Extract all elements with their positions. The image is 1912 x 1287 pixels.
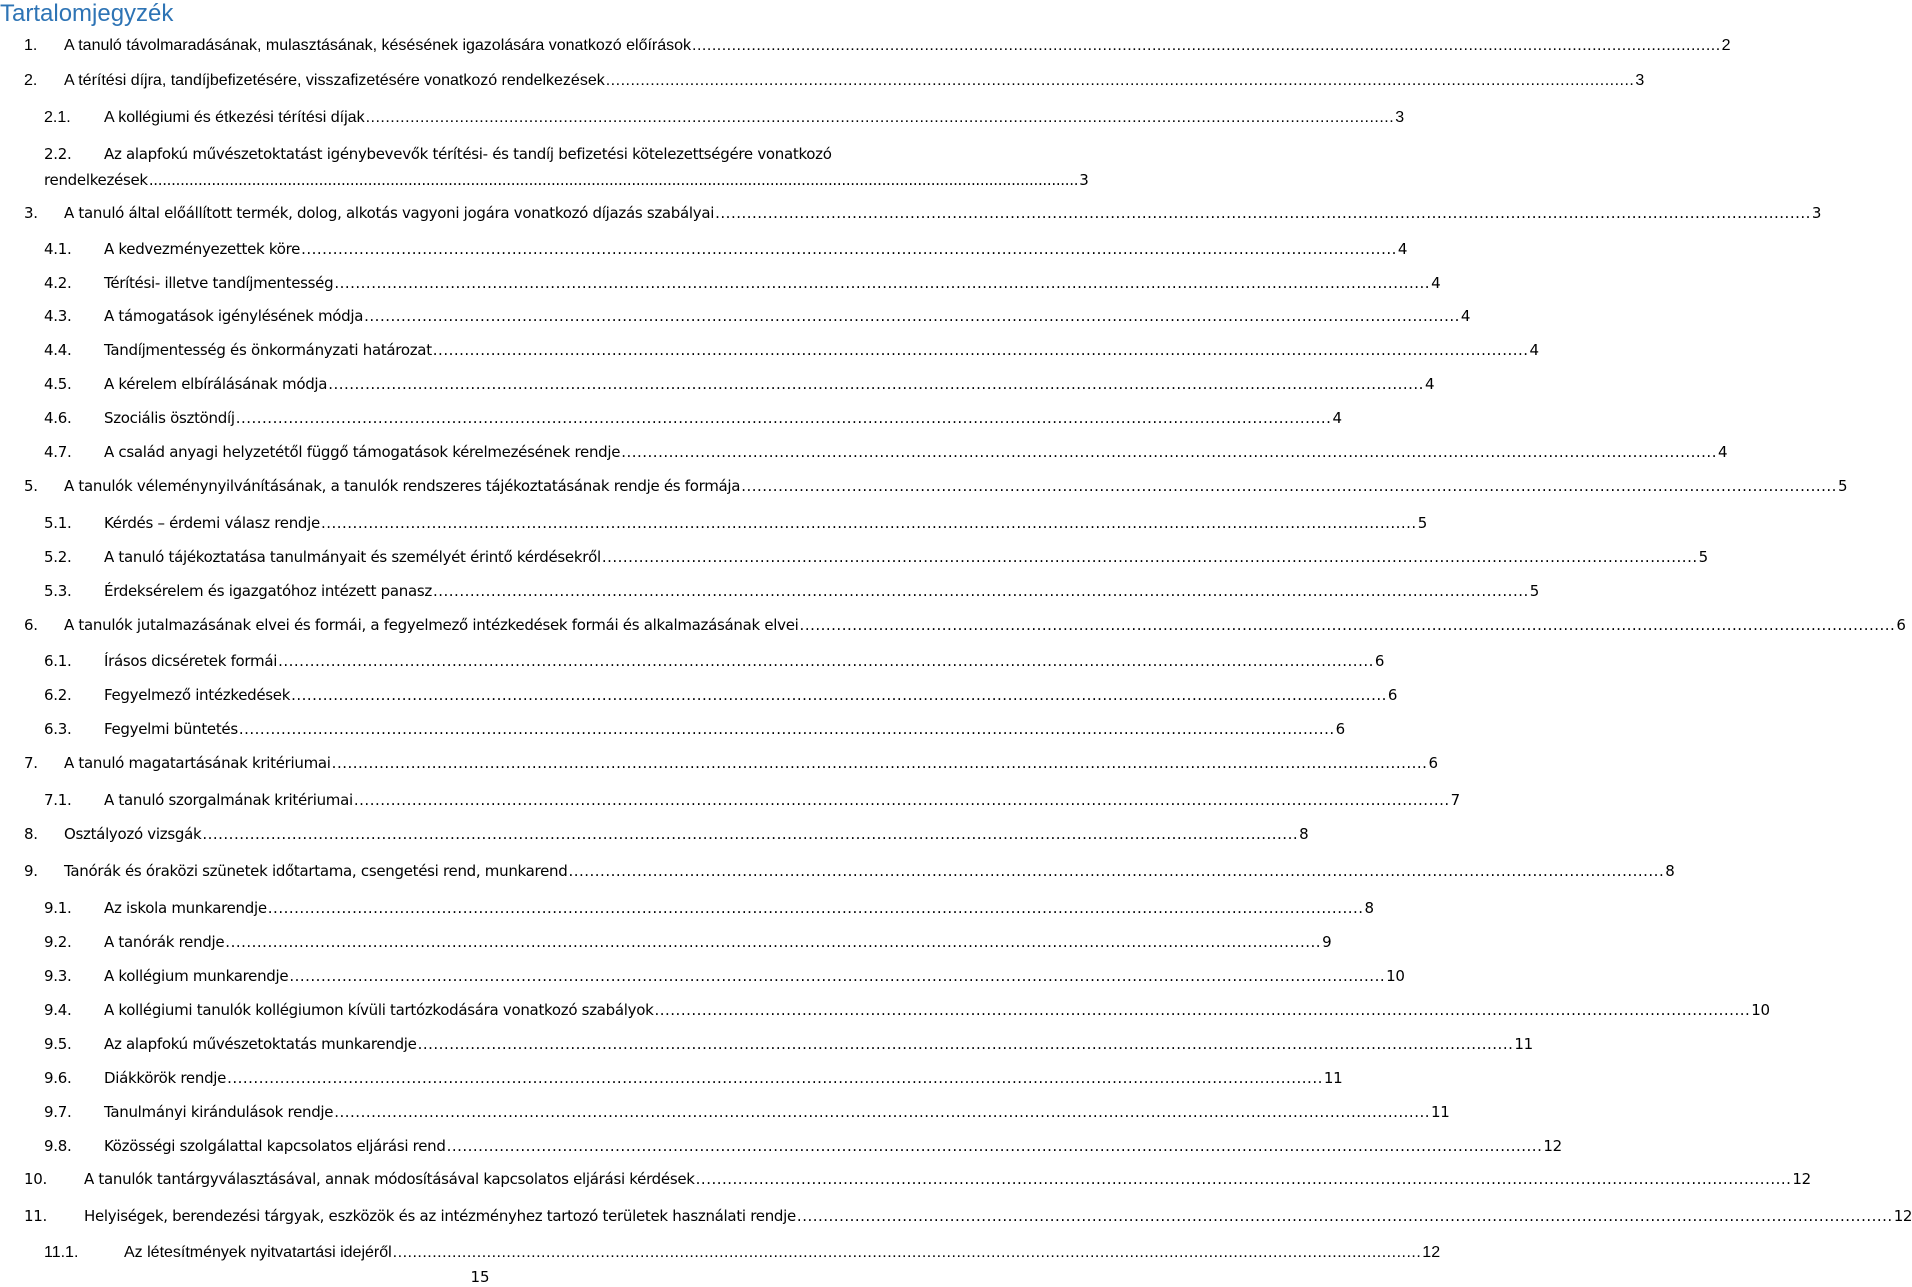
toc-entry-number: 4.6. [44,409,72,427]
toc-entry-page: 5 [1698,548,1708,566]
toc-entry-title: A tanuló tájékoztatása tanulmányait és személyét érintő kérdésekről [104,548,601,566]
toc-entry-page: 6 [1428,754,1438,772]
toc-entry-page: 10 [1751,1001,1770,1019]
toc-entry-page: 4 [1717,443,1728,461]
toc-entry-page: 4 [1397,240,1408,258]
toc-entry[interactable] [44,273,1441,293]
toc-entry-number: 7.1. [44,791,72,809]
toc-entry-number: 4.3. [44,307,72,325]
toc-entry[interactable] [44,898,1374,918]
toc-entry-title: Osztályozó vizsgák [64,825,202,843]
toc-entry-title: A tanulók véleménynyilvánításának, a tanulók rendszeres tájékoztatásának rendje és formája [64,477,741,495]
toc-entry-number: 9.5. [44,1035,72,1053]
toc-entry-title: Érdeksérelem és igazgatóhoz intézett panasz [104,582,432,600]
toc-entry-number: 9. [24,862,38,880]
toc-dot-leader: ................................................................................................................................................................................................................ [267,899,1364,917]
toc-entry-title: A kollégiumi tanulók kollégiumon kívüli tartózkodására vonatkozó szabályok [104,1001,654,1019]
toc-entry-page: 3 [1395,109,1405,126]
toc-entry-title-cont: rendelkezések [44,171,148,189]
toc-entry[interactable] [44,719,1345,739]
toc-entry-page: 6 [1374,652,1385,670]
toc-entry-page: 8 [1665,862,1675,880]
toc-dot-leader: ................................................................................................................................................................................................................ [605,72,1635,89]
toc-entry-page: 12 [1543,1137,1562,1155]
toc-entry-page: 8 [1299,825,1309,843]
toc-entry-continuation[interactable] [44,170,1089,190]
toc-entry-title: Tandíjmentesség és önkormányzati határozat [104,341,432,359]
toc-entry-page: 10 [1386,967,1405,985]
toc-entry-page: 5 [1529,582,1539,600]
toc-entry-number: 9.8. [44,1137,72,1155]
toc-dot-leader: ................................................................................................................................................................................................................ [301,240,1397,258]
toc-entry-number: 2. [24,72,38,89]
toc-entry[interactable] [44,1243,1441,1263]
toc-entry-number: 5.2. [44,548,72,566]
toc-entry[interactable] [44,790,1460,810]
toc-entry[interactable] [24,1169,1811,1189]
toc-entry-title: Diákkörök rendje [104,1069,227,1087]
toc-dot-leader: ................................................................................................................................................................................................................ [225,933,1322,951]
toc-dot-leader: ................................................................................................................................................................................................................ [289,967,1386,985]
toc-entry-page: 6 [1335,720,1345,738]
toc-entry-page: 3 [1079,171,1089,189]
toc-entry[interactable] [44,1068,1343,1088]
toc-entry[interactable] [44,547,1708,567]
toc-dot-leader: ................................................................................................................................................................................................................ [741,477,1837,495]
toc-entry[interactable] [44,144,924,164]
toc-entry-page: 12 [1792,1170,1811,1188]
toc-dot-leader: ................................................................................................................................................................................................................ [365,109,1395,126]
toc-entry-title: A kérelem elbírálásának módja [104,375,328,393]
toc-entry-title: A család anyagi helyzetétől függő támogatások kérelmezésének rendje [104,443,621,461]
toc-dot-leader: ................................................................................................................................................................................................................ [432,341,1529,359]
toc-entry-title: A kollégium munkarendje [104,967,289,985]
toc-dot-leader: ................................................................................................................................................................................................................ [148,171,1079,189]
toc-entry-page: 7 [1450,791,1460,809]
toc-dot-leader: ................................................................................................................................................................................................................ [331,754,1428,772]
toc-entry-number: 4.2. [44,274,72,292]
toc-entry[interactable] [24,36,1731,56]
toc-entry-number: 4.1. [44,240,72,258]
toc-entry-number: 5. [24,477,38,495]
toc-entry-title: Az iskola munkarendje [104,899,267,917]
toc-entry-title: Térítési- illetve tandíjmentesség [104,274,334,292]
toc-entry-page: 4 [1529,341,1539,359]
toc-entry[interactable] [44,374,1435,394]
toc-entry[interactable] [44,1034,1533,1054]
toc-dot-leader: ................................................................................................................................................................................................................ [695,1170,1792,1188]
toc-dot-leader: ................................................................................................................................................................................................................ [353,791,1450,809]
toc-entry[interactable] [24,1206,1912,1226]
toc-entry-number: 4.7. [44,443,72,461]
toc-entry-title: A térítési díjra, tandíjbefizetésére, visszafizetésére vonatkozó rendelkezések [64,72,605,89]
toc-entry-number: 4.4. [44,341,72,359]
toc-dot-leader: ................................................................................................................................................................................................................ [715,204,1811,222]
toc-entry[interactable] [44,651,1385,671]
toc-dot-leader: ................................................................................................................................................................................................................ [278,652,1374,670]
toc-entry[interactable] [44,239,1408,259]
toc-dot-leader: ................................................................................................................................................................................................................ [334,1103,1430,1121]
toc-entry-title: Írásos dicséretek formái [104,652,278,670]
toc-entry-number: 6.2. [44,686,72,704]
toc-entry-title: Szociális ösztöndíj [104,409,235,427]
toc-entry-number: 9.4. [44,1001,72,1019]
toc-entry-title: Helyiségek, berendezési tárgyak, eszközök és az intézményhez tartozó területek használati rendje [84,1207,796,1225]
toc-dot-leader: ................................................................................................................................................................................................................ [654,1001,1751,1019]
toc-dot-leader: ................................................................................................................................................................................................................ [364,307,1460,325]
toc-entry[interactable] [24,476,1848,496]
toc-entry-number: 2.1. [44,109,71,126]
toc-dot-leader: ................................................................................................................................................................................................................ [238,720,1335,738]
toc-entry[interactable] [44,966,1405,986]
toc-entry-number: 5.3. [44,582,72,600]
toc-entry-page: 5 [1837,477,1848,495]
toc-heading: Tartalomjegyzék [0,0,174,27]
toc-entry-title: A tanuló szorgalmának kritériumai [104,791,353,809]
toc-entry-number: 5.1. [44,514,72,532]
toc-entry-title: A kedvezményezettek köre [104,240,301,258]
toc-entry-page: 3 [1811,204,1822,222]
toc-entry-number: 9.1. [44,899,72,917]
toc-entry-page: 4 [1424,375,1435,393]
toc-entry-title: Tanórák és óraközi szünetek időtartama, csengetési rend, munkarend [64,862,568,880]
toc-dot-leader: ................................................................................................................................................................................................................ [202,825,1299,843]
toc-dot-leader: ................................................................................................................................................................................................................ [328,375,1424,393]
toc-entry-number: 9.3. [44,967,72,985]
toc-entry-number: 9.2. [44,933,72,951]
toc-dot-leader: ................................................................................................................................................................................................................ [446,1137,1543,1155]
toc-dot-leader: ................................................................................................................................................................................................................ [392,1244,1422,1261]
toc-entry-page: 2 [1721,37,1731,54]
toc-entry-number: 7. [24,754,38,772]
toc-entry-page: 5 [1417,514,1427,532]
toc-entry-title: A tanuló által előállított termék, dolog, alkotás vagyoni jogára vonatkozó díjazás szabályai [64,204,715,222]
toc-entry-page: 4 [1460,307,1471,325]
toc-dot-leader: ................................................................................................................................................................................................................ [227,1069,1323,1087]
toc-entry-number: 6.1. [44,652,72,670]
toc-entry-page: 12 [1422,1244,1441,1261]
toc-entry-title: A tanórák rendje [104,933,225,951]
toc-entry-number: 11. [24,1207,47,1225]
toc-entry-page: 6 [1896,616,1906,634]
toc-entry[interactable] [24,861,1675,881]
toc-entry-number: 9.6. [44,1069,72,1087]
toc-dot-leader: ................................................................................................................................................................................................................ [568,862,1665,880]
toc-entry-page: 8 [1364,899,1374,917]
toc-entry-title: Fegyelmi büntetés [104,720,238,738]
toc-dot-leader: ................................................................................................................................................................................................................ [621,443,1717,461]
toc-entry[interactable] [24,753,1438,773]
toc-dot-leader: ................................................................................................................................................................................................................ [320,514,1417,532]
toc-entry[interactable] [44,685,1398,705]
toc-entry-title: A támogatások igénylésének módja [104,307,364,325]
toc-entry-number: 8. [24,825,38,843]
toc-dot-leader: ................................................................................................................................................................................................................ [417,1035,1514,1053]
toc-entry-title: A tanulók tantárgyválasztásával, annak módosításával kapcsolatos eljárási kérdések [84,1170,695,1188]
toc-entry-number: 6. [24,616,38,634]
toc-entry-title: Közösségi szolgálattal kapcsolatos eljárási rend [104,1137,446,1155]
toc-entry[interactable] [44,408,1342,428]
toc-entry-title: Az létesítmények nyitvatartási idejéről [124,1244,392,1261]
toc-entry-number: 6.3. [44,720,72,738]
toc-entry-number: 1. [24,37,38,54]
toc-entry[interactable] [44,513,1427,533]
toc-entry-title: Fegyelmező intézkedések [104,686,291,704]
toc-entry[interactable] [44,108,1405,128]
toc-dot-leader: ................................................................................................................................................................................................................ [799,616,1896,634]
toc-entry-title: Tanulmányi kirándulások rendje [104,1103,334,1121]
toc-dot-leader: ................................................................................................................................................................................................................ [601,548,1698,566]
toc-entry[interactable] [24,71,1645,91]
toc-dot-leader: ................................................................................................................................................................................................................ [291,686,1387,704]
toc-entry[interactable] [24,615,1906,635]
toc-entry[interactable] [44,306,1471,326]
toc-entry-number: 11.1. [44,1244,79,1261]
toc-entry-page: 3 [1635,72,1645,89]
toc-entry-page: 4 [1431,274,1441,292]
toc-entry-number: 10. [24,1170,47,1188]
toc-entry[interactable] [24,203,1822,223]
toc-entry-title: A tanuló távolmaradásának, mulasztásának, késésének igazolására vonatkozó előírások [64,37,692,54]
toc-entry-number: 3. [24,204,38,222]
toc-entry[interactable] [44,932,1332,952]
toc-entry[interactable] [44,581,1539,601]
toc-dot-leader: ................................................................................................................................................................................................................ [235,409,1332,427]
toc-entry-page: 12 [1893,1207,1912,1225]
toc-entry[interactable] [44,1136,1562,1156]
toc-entry-number: 4.5. [44,375,72,393]
toc-entry-page: 11 [1323,1069,1343,1087]
toc-entry-title: Kérdés – érdemi válasz rendje [104,514,320,532]
toc-entry-title: A tanuló magatartásának kritériumai [64,754,331,772]
toc-entry-title: A kollégiumi és étkezési térítési díjak [104,109,365,126]
toc-entry[interactable] [44,340,1539,360]
toc-entry-number: 9.7. [44,1103,72,1121]
toc-entry-page: 4 [1332,409,1342,427]
toc-entry[interactable] [44,1102,1450,1122]
toc-dot-leader: ................................................................................................................................................................................................................ [432,582,1529,600]
toc-entry[interactable] [44,442,1728,462]
toc-entry-page: 11 [1431,1103,1450,1121]
toc-dot-leader: ................................................................................................................................................................................................................ [796,1207,1893,1225]
toc-entry-number: 2.2. [44,145,72,163]
toc-entry-page: 6 [1387,686,1398,704]
toc-entry-title: Az alapfokú művészetoktatást igénybevevők térítési- és tandíj befizetési kötelezettségére vonatkozó [104,145,832,163]
toc-dot-leader: ................................................................................................................................................................................................................ [692,37,1721,54]
toc-entry-title: A tanulók jutalmazásának elvei és formái, a fegyelmező intézkedések formái és alkalmazásának elvei [64,616,799,634]
toc-entry-page: 9 [1322,933,1332,951]
toc-dot-leader: ................................................................................................................................................................................................................ [334,274,1431,292]
toc-entry[interactable] [44,1000,1770,1020]
toc-entry-title: Az alapfokú művészetoktatás munkarendje [104,1035,417,1053]
toc-entry-page: 11 [1514,1035,1533,1053]
toc-entry[interactable] [24,824,1309,844]
page-number: 15 [470,1268,490,1286]
